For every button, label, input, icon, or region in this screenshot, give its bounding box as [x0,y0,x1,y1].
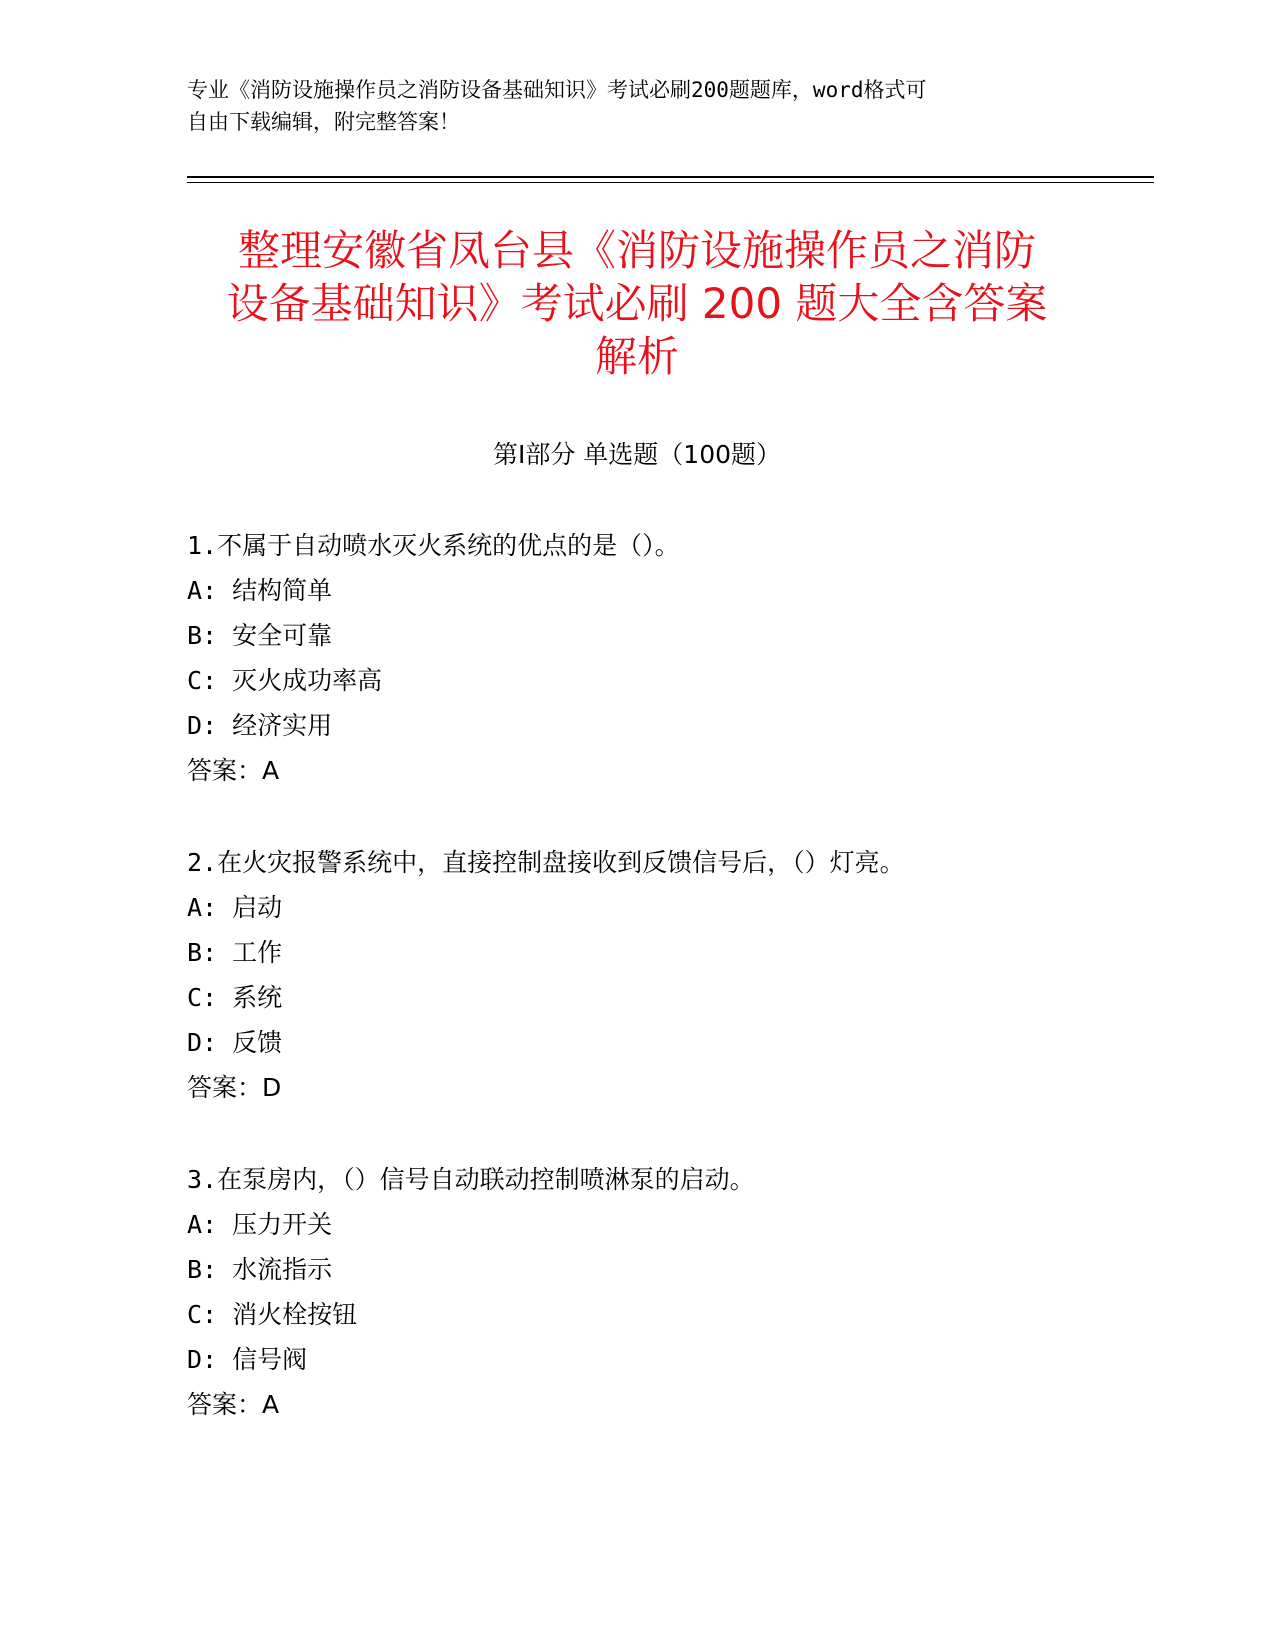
option-b: B: 水流指示 [187,1255,333,1284]
answer-line: 答案：A [187,756,280,785]
option-d: D: 经济实用 [187,711,333,740]
document-title-line: 整理安徽省凤台县《消防设施操作员之消防 [237,226,1036,275]
option-b: B: 工作 [187,938,283,967]
answer-line: 答案：A [187,1390,280,1419]
question-stem: 3.在泵房内，（）信号自动联动控制喷淋泵的启动。 [187,1165,755,1194]
question-stem: 1.不属于自动喷水灭火系统的优点的是（）。 [187,531,680,560]
option-d: D: 反馈 [187,1028,283,1057]
question-block [187,523,1107,793]
header-divider-thick [187,176,1154,178]
document-title-line: 解析 [594,332,679,381]
option-d: D: 信号阀 [187,1345,308,1374]
header-divider-thin [187,182,1154,183]
question-block [187,1157,1107,1427]
document-title-line: 设备基础知识》考试必刷 200 题大全含答案 [226,279,1048,328]
question-block [187,840,1107,1110]
question-stem: 2.在火灾报警系统中，直接控制盘接收到反馈信号后，（）灯亮。 [187,848,905,877]
option-c: C: 系统 [187,983,283,1012]
header-note-line: 专业《消防设施操作员之消防设备基础知识》考试必刷200题题库，word格式可 [187,78,927,102]
section-heading: 第Ⅰ部分 单选题（100题） [492,440,782,469]
option-a: A: 结构简单 [187,576,333,605]
option-a: A: 压力开关 [187,1210,333,1239]
option-c: C: 灭火成功率高 [187,666,383,695]
option-c: C: 消火栓按钮 [187,1300,358,1329]
option-a: A: 启动 [187,893,283,922]
header-note-line: 自由下载编辑，附完整答案！ [187,110,460,134]
option-b: B: 安全可靠 [187,621,333,650]
document-title [187,224,1087,383]
answer-line: 答案：D [187,1073,282,1102]
header-note [187,74,1087,138]
